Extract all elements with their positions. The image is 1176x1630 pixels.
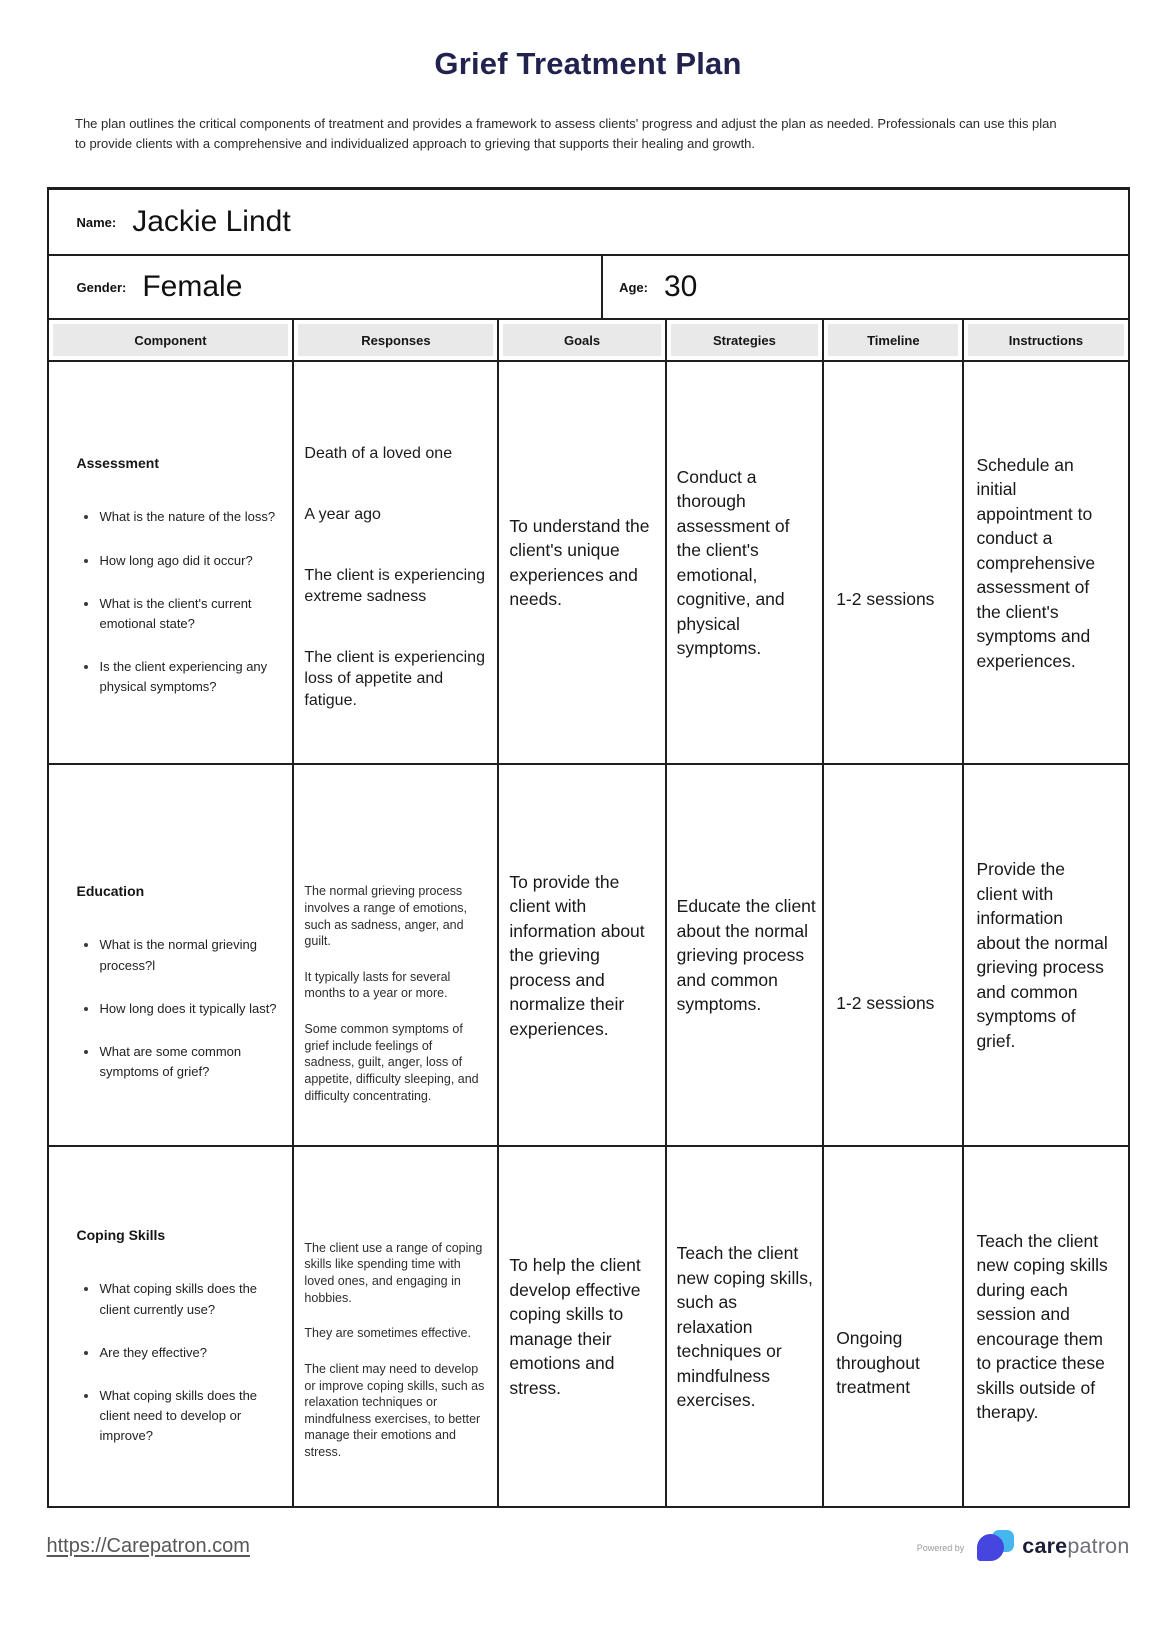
question-item: What is the nature of the loss? — [77, 507, 281, 527]
question-item: What coping skills does the client currently use? — [77, 1279, 281, 1319]
coping-responses-cell — [293, 1146, 498, 1506]
response-item: The client may need to develop or improve coping skills, such as relaxation techniques or mindfulness exercises, to better manage their emotions and stress. — [304, 1361, 485, 1460]
row-coping-skills — [49, 1146, 1128, 1506]
header-timeline: Timeline — [823, 320, 963, 361]
question-item: Is the client experiencing any physical symptoms? — [77, 657, 281, 697]
education-responses-cell — [293, 764, 498, 1146]
header-component: Component — [49, 320, 294, 361]
page-title: Grief Treatment Plan — [434, 46, 742, 81]
component-title: Education — [76, 883, 145, 900]
response-item: It typically lasts for several months to a year or more. — [304, 969, 451, 1001]
treatment-plan-table — [47, 187, 1130, 1508]
assessment-responses-cell — [293, 361, 498, 764]
gender-age-row — [49, 256, 1128, 320]
assessment-strategies-cell: Conduct a thorough assessment of the client's emotional, cognitive, and physical symptoms. — [666, 361, 824, 764]
coping-strategies-cell: Teach the client new coping skills, such as relaxation techniques or mindfulness exercises. — [666, 1146, 824, 1506]
name-label: Name: — [76, 214, 117, 230]
row-assessment — [49, 361, 1128, 764]
response-item: The normal grieving process involves a range of emotions, such as sadness, anger, and guilt. — [304, 884, 468, 949]
brand-block — [917, 1527, 1130, 1565]
assessment-timeline-cell: 1-2 sessions — [823, 361, 963, 764]
assessment-component-cell — [49, 361, 294, 764]
education-strategies-cell: Educate the client about the normal grieving process and common symptoms. — [666, 764, 824, 1146]
brand-care: care — [1022, 1533, 1068, 1558]
component-title: Coping Skills — [76, 1227, 166, 1244]
logo-indigo-shape — [977, 1534, 1004, 1561]
question-item: How long does it typically last? — [77, 999, 281, 1019]
age-cell — [603, 256, 1127, 318]
response-item: A year ago — [304, 506, 381, 523]
coping-instructions-cell: Teach the client new coping skills during each session and encourage them to practice these skills outside of therapy. — [976, 1230, 1108, 1423]
component-questions — [77, 1279, 281, 1446]
coping-timeline-cell: Ongoing throughout treatment — [823, 1146, 963, 1506]
coping-goals-cell: To help the client develop effective coping skills to manage their emotions and stress. — [498, 1146, 665, 1506]
response-item: Death of a loved one — [304, 444, 453, 462]
assessment-goals-cell: To understand the client's unique experiences and needs. — [498, 361, 665, 764]
footer — [47, 1527, 1130, 1565]
response-item: The client is experiencing loss of appetite and fatigue. — [304, 649, 485, 709]
name-value: Jackie Lindt — [132, 205, 291, 239]
header-row — [49, 320, 1128, 361]
carepatron-link[interactable]: https://Carepatron.com — [46, 1534, 250, 1557]
question-item: How long ago did it occur? — [77, 551, 281, 571]
gender-value: Female — [142, 270, 243, 304]
component-title: Assessment — [76, 455, 159, 472]
question-item: Are they effective? — [77, 1343, 281, 1363]
age-value: 30 — [663, 270, 698, 304]
component-questions — [77, 507, 281, 697]
header-strategies: Strategies — [666, 320, 824, 361]
row-education — [49, 764, 1128, 1146]
powered-by-label: Powered by — [916, 1543, 965, 1554]
component-questions — [77, 935, 281, 1082]
education-timeline-cell: 1-2 sessions — [823, 764, 963, 1146]
assessment-instructions-cell: Schedule an initial appointment to conduct a comprehensive assessment of the client's symptoms and experiences. — [963, 361, 1127, 764]
header-responses: Responses — [293, 320, 498, 361]
header-instructions: Instructions — [963, 320, 1127, 361]
education-instructions-cell: Provide the client with information about the normal grieving process and common symptoms of grief. — [963, 764, 1127, 1146]
response-item: They are sometimes effective. — [304, 1326, 471, 1341]
education-goals-cell: To provide the client with information about the grieving process and normalize their experiences. — [498, 764, 665, 1146]
response-item: Some common symptoms of grief include feelings of sadness, guilt, anger, loss of appetite, difficulty sleeping, and difficulty concentrating. — [304, 1022, 479, 1103]
header-goals: Goals — [498, 320, 665, 361]
age-label: Age: — [619, 279, 648, 295]
plan-grid — [49, 320, 1128, 1506]
coping-component-cell — [49, 1146, 294, 1506]
gender-cell — [49, 256, 604, 318]
question-item: What are some common symptoms of grief? — [77, 1042, 281, 1082]
response-item: The client is experiencing extreme sadness — [304, 567, 485, 606]
gender-label: Gender: — [76, 279, 127, 295]
name-row — [49, 190, 1128, 256]
education-component-cell — [49, 764, 294, 1146]
brand-patron: patron — [1067, 1533, 1130, 1558]
brand-wordmark — [1022, 1534, 1129, 1559]
question-item: What is the client's current emotional state? — [77, 594, 281, 634]
response-item: The client use a range of coping skills like spending time with loved ones, and engaging in hobbies. — [304, 1240, 483, 1305]
question-item: What coping skills does the client need to develop or improve? — [77, 1386, 281, 1446]
question-item: What is the normal grieving process?l — [77, 935, 281, 975]
intro-text: The plan outlines the critical components of treatment and provides a framework to assess clients' progress and adjust the plan as needed. Professionals can use this plan to provide clients with a comprehensive and individualized approach to grieving that supports their healing and growth. — [75, 116, 1057, 152]
carepatron-logo-icon — [974, 1527, 1016, 1565]
